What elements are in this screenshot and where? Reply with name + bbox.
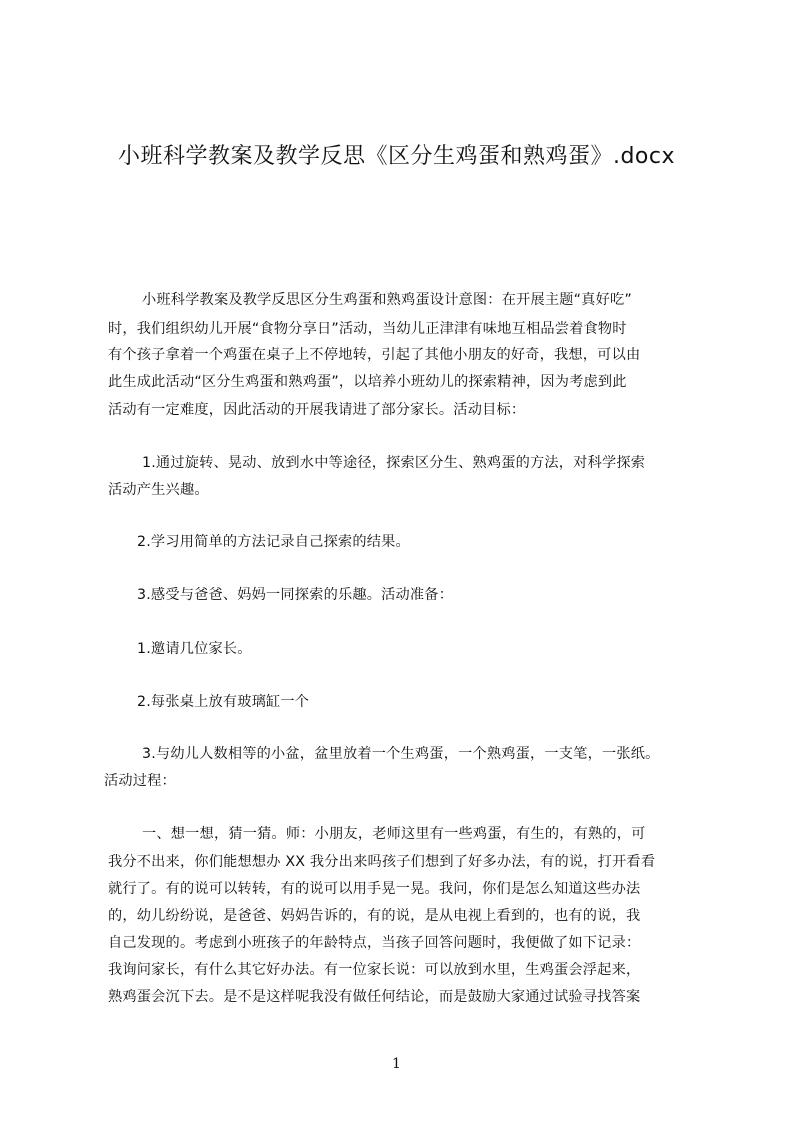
text-line: 我分不出来，你们能想想办 XX 我分出来吗孩子们想到了好多办法，有的说，打开看看	[108, 854, 656, 870]
text-line: 此生成此活动“区分生鸡蛋和熟鸡蛋”，以培养小班幼儿的探索精神，因为考虑到此	[108, 374, 627, 390]
text-line: 我询问家长，有什么其它好办法。有一位家长说：可以放到水里，生鸡蛋会浮起来，	[108, 962, 641, 978]
text-line: 1.通过旋转、晃动、放到水中等途径，探索区分生、熟鸡蛋的方法，对科学探索	[142, 455, 646, 471]
text-line: 活动过程：	[104, 773, 176, 789]
text-line: 3.感受与爸爸、妈妈一同探索的乐趣。活动准备：	[137, 587, 454, 603]
text-line: 一、想一想，猜一猜。师：小朋友，老师这里有一些鸡蛋，有生的，有熟的，可	[142, 826, 646, 842]
text-line: 3.与幼儿人数相等的小盆，盆里放着一个生鸡蛋，一个熟鸡蛋，一支笔，一张纸。	[142, 746, 660, 762]
text-line: 2.学习用简单的方法记录自己探索的结果。	[137, 534, 410, 550]
text-line: 活动有一定难度，因此活动的开展我请进了部分家长。活动目标：	[108, 402, 526, 418]
text-line: 就行了。有的说可以转转，有的说可以用手晃一晃。我问，你们是怎么知道这些办法	[108, 881, 641, 897]
text-line: 活动产生兴趣。	[108, 482, 209, 498]
text-line: 2.每张桌上放有玻璃缸一个	[137, 694, 310, 710]
text-line: 时，我们组织幼儿开展“食物分享日”活动，当幼儿正津津有味地互相品尝着食物时	[108, 321, 627, 337]
text-line: 有个孩子拿着一个鸡蛋在桌子上不停地转，引起了其他小朋友的好奇，我想，可以由	[108, 347, 641, 363]
text-line: 熟鸡蛋会沉下去。是不是这样呢我没有做任何结论，而是鼓励大家通过试验寻找答案	[108, 989, 641, 1005]
text-line: 1.邀请几位家长。	[137, 641, 252, 657]
page-number: 1	[392, 1056, 401, 1072]
text-line: 的，幼儿纷纷说，是爸爸、妈妈告诉的，有的说，是从电视上看到的，也有的说，我	[108, 908, 641, 924]
text-line: 小班科学教案及教学反思区分生鸡蛋和熟鸡蛋设计意图：在开展主题“真好吃”	[142, 292, 632, 308]
text-line: 自己发现的。考虑到小班孩子的年龄特点，当孩子回答问题时，我便做了如下记录：	[108, 935, 641, 951]
document-title: 小班科学教案及教学反思《区分生鸡蛋和熟鸡蛋》.docx	[117, 144, 676, 169]
